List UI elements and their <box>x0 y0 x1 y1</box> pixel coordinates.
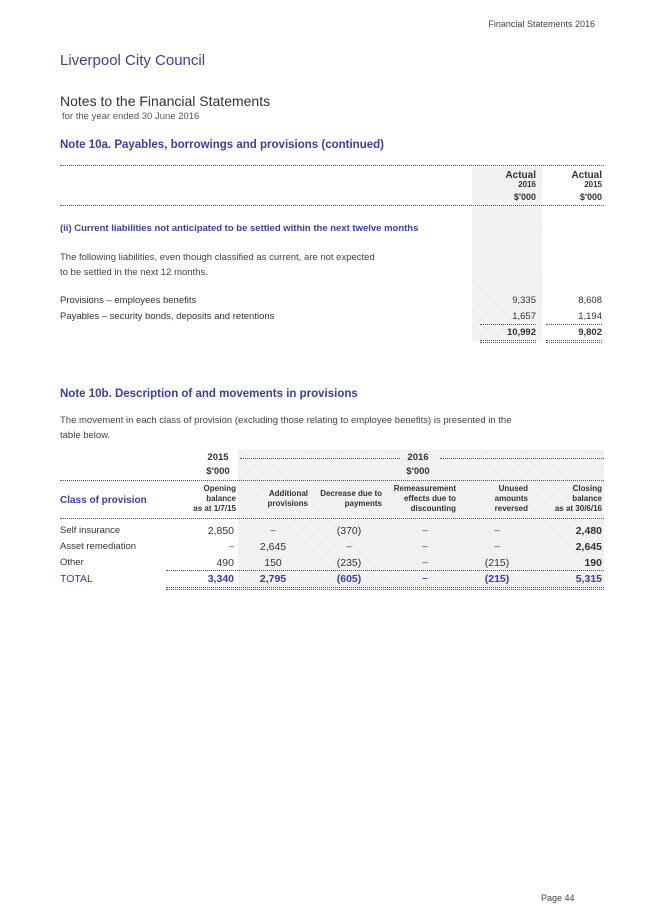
header-opening-line2: balance <box>206 494 236 503</box>
header-closing-line1: Closing <box>572 484 602 493</box>
row-provisions-2016: 9,335 <box>512 295 536 306</box>
row-payables-2015: 1,194 <box>578 311 602 322</box>
header-remeasure-line3: discounting <box>410 504 456 513</box>
note-10a-subheading: (ii) Current liabilities not anticipated to be settled within the next twelve months <box>60 223 419 234</box>
subtotal-rule-2016 <box>480 324 536 325</box>
total-double-rule-2015 <box>546 340 602 341</box>
total-double-rule-b <box>166 589 604 590</box>
row-label-payables: Payables – security bonds, deposits and retentions <box>60 311 275 322</box>
col-2015-unit: $'000 <box>579 192 602 202</box>
cell-decrease: (370) <box>336 525 362 537</box>
header-decrease-line2: payments <box>344 499 382 508</box>
total-double-rule-2016 <box>480 340 536 341</box>
header-unused-line3: reversed <box>494 504 528 513</box>
cell-opening: 2,850 <box>207 525 234 537</box>
header-unused-line2: amounts <box>494 494 528 503</box>
total-row-top-rule <box>166 570 604 571</box>
note-10a-header-rule <box>60 205 604 206</box>
header-remeasure-line1: Remeasurement <box>393 484 456 493</box>
total-double-rule-a <box>166 587 604 588</box>
header-opening-balance <box>166 484 236 514</box>
total-additional: 2,795 <box>259 573 287 585</box>
total-label: TOTAL <box>60 573 93 585</box>
unit-2015-label: $'000 <box>206 466 230 477</box>
total-decrease: (605) <box>336 573 362 585</box>
cell-additional: 150 <box>264 557 282 569</box>
col-2016-year: 2016 <box>518 180 536 189</box>
row-label: Other <box>60 557 84 568</box>
document-title-header: Financial Statements 2016 <box>488 19 595 29</box>
row-label: Self insurance <box>60 525 121 536</box>
note-10a-intro-line2: to be settled in the next 12 months. <box>60 267 208 278</box>
header-additional-provisions <box>240 489 308 509</box>
cell-unused: – <box>494 525 500 536</box>
cell-decrease: – <box>346 541 352 552</box>
header-remeasurement <box>380 484 456 514</box>
council-name: Liverpool City Council <box>60 52 206 69</box>
cell-remeasure: – <box>422 541 428 552</box>
total-2016: 10,992 <box>506 327 536 338</box>
header-unused-amounts <box>462 484 528 514</box>
movements-column-header-rule <box>60 518 604 519</box>
unit-2016-label: $'000 <box>406 466 430 477</box>
year-2016-label: 2016 <box>407 452 429 463</box>
header-opening-line1: Opening <box>203 484 236 493</box>
header-additional-line1: Additional <box>268 489 308 498</box>
total-closing: 5,315 <box>575 573 602 585</box>
header-decrease-line1: Decrease due to <box>320 489 382 498</box>
total-2015: 9,802 <box>578 327 602 338</box>
note-10b-intro-line2: table below. <box>60 430 111 441</box>
row-payables-2016: 1,657 <box>512 311 536 322</box>
subtotal-rule-2015 <box>546 324 602 325</box>
col-2016-unit: $'000 <box>513 192 536 202</box>
page-number: Page 44 <box>541 893 575 903</box>
note-10b-title: Note 10b. Description of and movements in provisions <box>60 388 358 400</box>
class-of-provision-header: Class of provision <box>60 495 147 506</box>
total-unused: (215) <box>484 573 510 585</box>
col-2015-year: 2015 <box>584 180 602 189</box>
year-2016-rule-right <box>440 458 604 459</box>
total-remeasure: – <box>422 573 428 584</box>
header-closing-balance <box>536 484 602 514</box>
cell-remeasure: – <box>422 557 428 568</box>
note-10a-intro-line1: The following liabilities, even though classified as current, are not expected <box>60 252 375 263</box>
note-10b-intro-line1: The movement in each class of provision (excluding those relating to employee benefits) is presented in the <box>60 415 512 426</box>
col-2016-label: Actual <box>505 170 536 181</box>
header-unused-line1: Unused <box>498 484 528 493</box>
cell-opening: – <box>228 541 234 552</box>
year-2016-rule-left <box>240 458 400 459</box>
cell-decrease: (235) <box>336 557 362 569</box>
cell-additional: – <box>270 525 276 536</box>
cell-unused: (215) <box>484 557 510 569</box>
header-additional-line2: provisions <box>267 499 308 508</box>
note-10a-top-rule <box>60 165 604 166</box>
cell-opening: 490 <box>216 557 234 569</box>
cell-unused: – <box>494 541 500 552</box>
row-label-provisions: Provisions – employees benefits <box>60 295 197 306</box>
cell-remeasure: – <box>422 525 428 536</box>
total-double-rule-2015-b <box>546 342 602 343</box>
header-decrease-payments <box>306 489 382 509</box>
movements-header-rule <box>60 480 604 481</box>
cell-closing: 190 <box>584 557 602 569</box>
notes-title: Notes to the Financial Statements <box>60 93 271 109</box>
cell-additional: 2,645 <box>259 541 287 553</box>
total-double-rule-2016-b <box>480 342 536 343</box>
col-2015-label: Actual <box>571 170 602 181</box>
header-closing-line3: as at 30/6/16 <box>554 504 602 513</box>
total-opening: 3,340 <box>207 573 234 585</box>
year-2015-label: 2015 <box>207 452 229 463</box>
cell-closing: 2,645 <box>575 541 602 553</box>
notes-subtitle: for the year ended 30 June 2016 <box>62 111 200 122</box>
cell-closing: 2,480 <box>575 525 602 537</box>
header-closing-line2: balance <box>572 494 602 503</box>
header-opening-line3: as at 1/7/15 <box>193 504 236 513</box>
row-label: Asset remediation <box>60 541 137 552</box>
note-10a-title: Note 10a. Payables, borrowings and provisions (continued) <box>60 139 384 151</box>
row-provisions-2015: 8,608 <box>578 295 602 306</box>
header-remeasure-line2: effects due to <box>403 494 456 503</box>
